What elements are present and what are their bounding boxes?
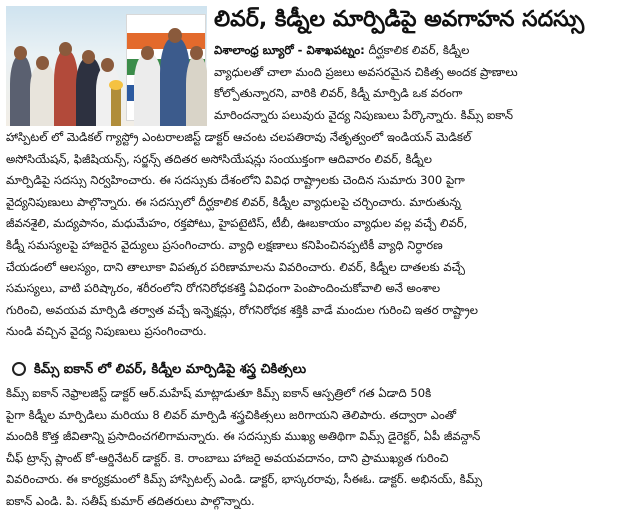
body-line: నుండి వచ్చిన వైద్య నిపుణులు ప్రసంగించారు. xyxy=(6,324,207,339)
subheading: కిమ్స్ ఐకాన్ లో లివర్, కిడ్నీల మార్పిడిపై శస్త్ర చికిత్సలు xyxy=(6,359,606,381)
first-line: విశాలాంధ్ర బ్యూరో - విశాఖపట్నం: దీర్ఘకాలిక లివర్, కిడ్నీల xyxy=(214,43,470,57)
body-line: కిడ్నీ సమస్యలపై హాజరైన వైద్యులు ప్రసంగించారు. వ్యాధి లక్షణాలు కనిపించినప్పటికీ వ్యాధి నిర్ధారణ xyxy=(6,237,443,252)
body-line: వైద్యనిపుణులు పాల్గొన్నారు. ఈ సదస్సులో దీర్ఘకాలిక లివర్, కిడ్నీల వ్యాధులపై చర్చించారు. మారుతున్న xyxy=(6,194,461,209)
main-body-block xyxy=(6,127,612,343)
body-line: హాస్పిటల్ లో మెడికల్ గ్యాస్ట్రో ఎంటరాలజిస్ట్ డాక్టర్ ఆచంట చలపతిరావు నేతృత్వంలో ఇండియన్ మెడికల్ xyxy=(6,130,472,144)
body-line: కిమ్స్ ఐకాన్ నెఫ్రాలజిస్ట్ డాక్టర్ ఆర్.మహేష్ మాట్లాడుతూ కిమ్స్ ఐకాన్ ఆస్పత్రిలో గత ఏడాది 50కి xyxy=(6,386,432,400)
body-line: మారిందన్నారు పలువురు వైద్య నిపుణులు పేర్కొన్నారు. కిమ్స్ ఐకాన్ xyxy=(214,107,514,122)
body-line: వివరించారు. ఈ కార్యక్రమంలో కిమ్స్ హాస్పిటల్స్ ఎండి. డాక్టర్, భాస్కరరావు, సీఈఓ. డాక్టర్. అభినయ్, కిమ్స్ xyxy=(6,472,483,487)
bullet-icon xyxy=(12,362,26,376)
body-line: పైగా కిడ్నీల మార్పిడిలు మరియు 8 లివర్ మార్పిడి శస్త్రచికిత్సలు జరిగాయని తెలిపారు. తద్వారా ఎంతో xyxy=(6,407,457,422)
beside-photo-block xyxy=(214,40,614,126)
second-body-block xyxy=(6,383,612,513)
body-line: వ్యాధులతో చాలా మంది ప్రజలు అవసరమైన చికిత్స అందక ప్రాణాలు xyxy=(214,64,518,79)
body-line: గురించి, అవయవ మార్పిడి తర్వాత వచ్చే ఇన్ఫెక్షన్లు, రోగనిరోధక శక్తికి వాడే మందుల గురించి ఇతర రాష్ట్రాల xyxy=(6,302,479,317)
body-line: అసోసియేషన్, ఫిజీషియన్స్, సర్జన్స్ తదితర అసోసియేషన్లు సంయుక్తంగా ఆదివారం లివర్, కిడ్నీల xyxy=(6,151,432,166)
headline: లివర్, కిడ్నీల మార్పిడిపై అవగాహన సదస్సు xyxy=(214,7,585,32)
body-line: చీఫ్ ట్రాన్స్ ప్లాంట్ కో-ఆర్డినేటర్ డాక్టర్. కె. రాంబాబు హాజరై అవయవదానం, దాని ప్రాముఖ్యత గురించి xyxy=(6,450,449,465)
event-photo xyxy=(6,6,207,126)
lamp-flame xyxy=(109,80,123,90)
dateline: విశాలాంధ్ర బ్యూరో - విశాఖపట్నం: xyxy=(214,43,365,57)
body-line: చేయడంలో ఆలస్యం, దాని తాలూకా విపత్కర పరిణామాలను వివరించారు. లివర్, కిడ్నీల దాతలకు వచ్చే xyxy=(6,259,465,274)
body-line: మార్పిడిపై సదస్సు నిర్వహించారు. ఈ సదస్సుకు దేశంలోని వివిధ రాష్ట్రాలకు చెందిన సుమారు 300 పైగా xyxy=(6,173,465,188)
lamp xyxy=(111,88,121,126)
body-line: ఐకాన్ ఎండి. పి. సతీష్ కుమార్ తదితరులు పాల్గొన్నారు. xyxy=(6,493,255,508)
body-line: సమస్యలు, వాటి పరిష్కారం, శరీరంలోని రోగనిరోధకశక్తి ఏవిధంగా పెంపొందించుకోవాలి అనే అంశాల xyxy=(6,281,441,296)
body-line: మందికి కొత్త జీవితాన్ని ప్రసాదించగలిగామన్నారు. ఈ సదస్సుకు ముఖ్య అతిథిగా విమ్స్ డైరెక్టర్, ఏపీ జీవన్దాన్ xyxy=(6,429,481,444)
body-line: కోల్పోతున్నారని, వారికి లివర్, కిడ్నీ మార్పిడి ఒక వరంగా xyxy=(214,86,463,101)
body-line: జీవనశైలి, మద్యపానం, మధుమేహం, రక్తపోటు, హైపటైటిస్, టీబీ, ఊబకాయం వ్యాధుల వల్ల వచ్చే లివర్, xyxy=(6,216,468,231)
